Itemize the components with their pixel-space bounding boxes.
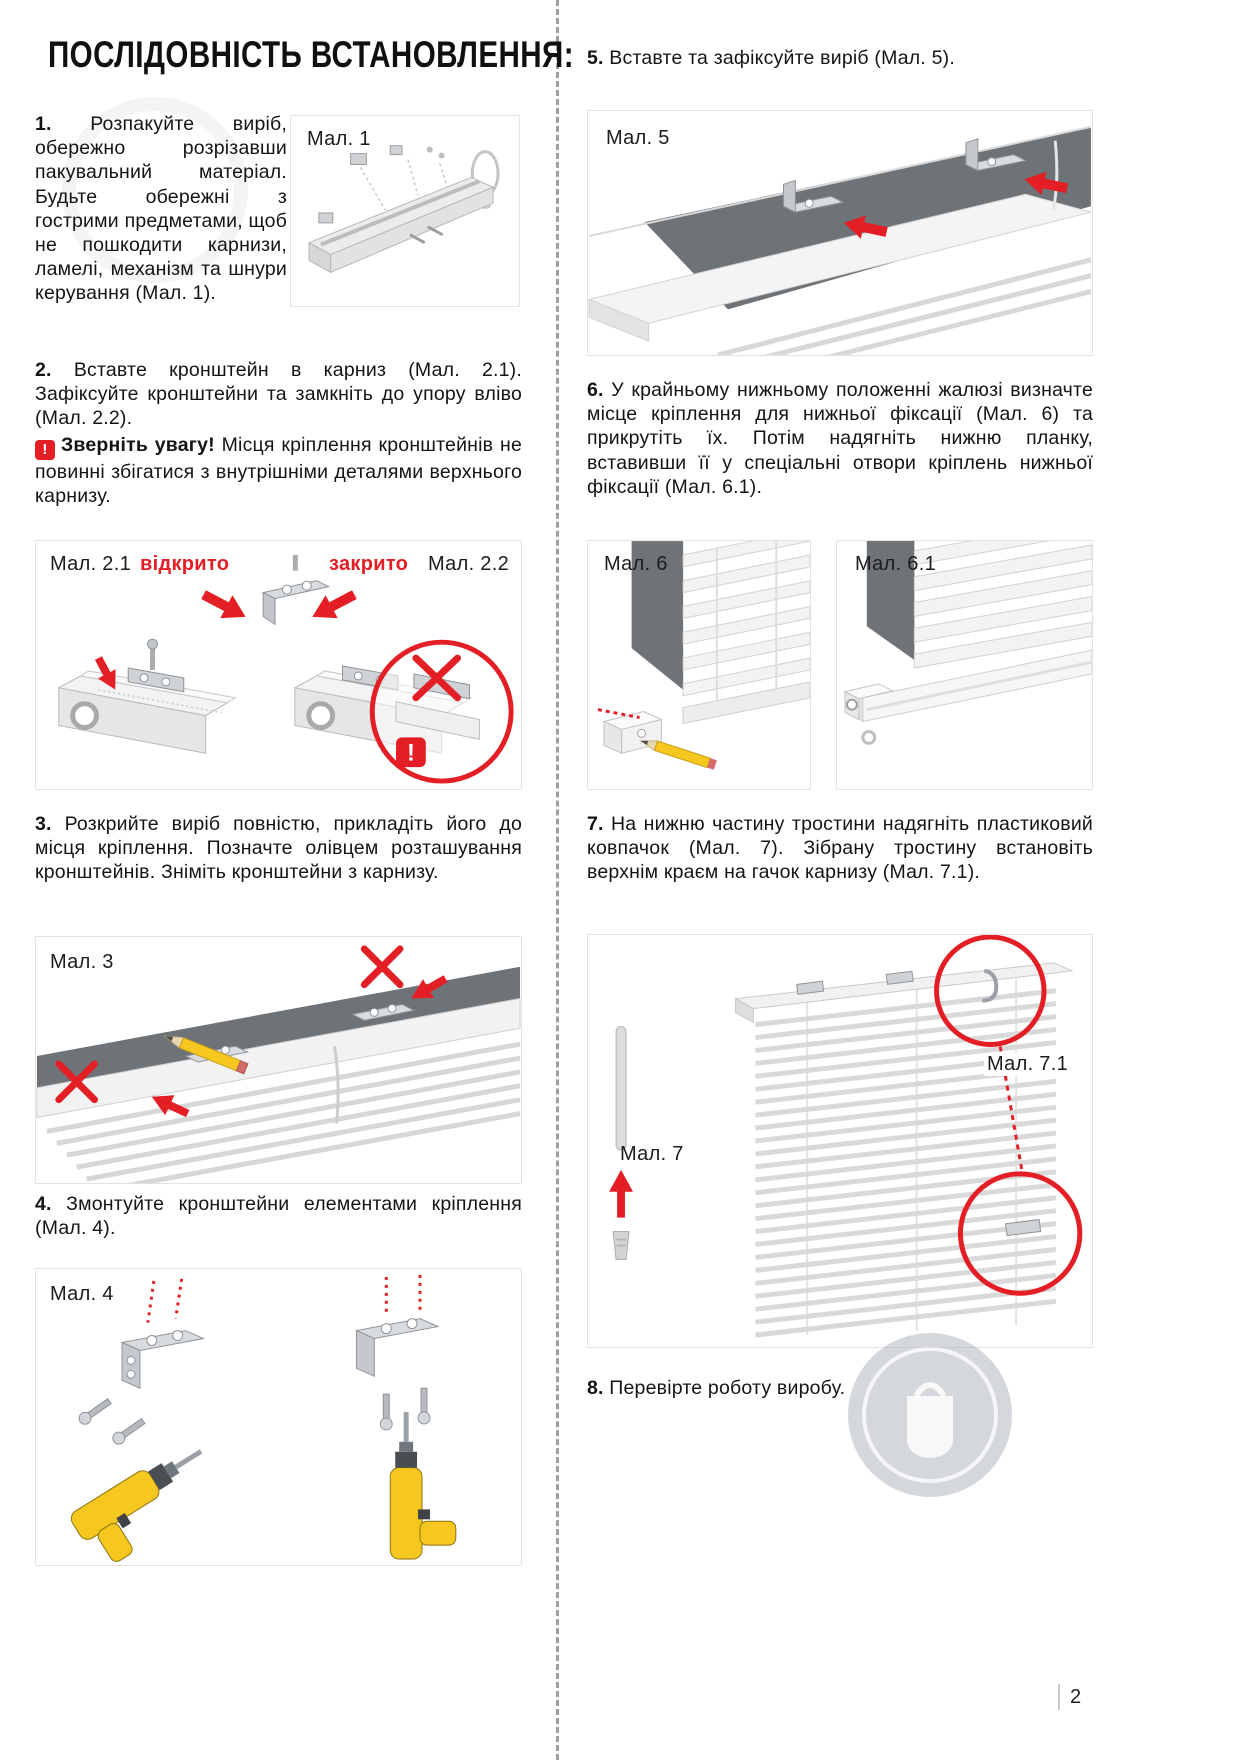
figure-6-1 [836,540,1093,790]
figure-3-label: Мал. 3 [50,951,114,973]
watermark-logo [845,1330,1015,1500]
figure-2-label-right: Мал. 2.2 [428,553,509,575]
figure-7-1-label: Мал. 7.1 [984,1053,1071,1076]
step-5-number: 5. [587,47,604,69]
column-divider [556,0,559,1760]
step-8-number: 8. [587,1377,604,1399]
warning-circle [372,642,511,781]
red-up-arrow [609,1170,633,1218]
step-2-warning [35,433,522,509]
warning-icon: ! [35,440,55,460]
figure-5-label: Мал. 5 [606,127,670,149]
warning-badge [396,737,426,767]
step-6-text: У крайньому нижньому положенні жалюзі визначте місце кріплення для нижньої фіксації (Мал. 6) та прикрутіть їх. Потім надягніть нижню планку, вставивши її у спеціальні отвори кріплень нижньої фіксації (Мал. 6.1). [587,379,1094,498]
bracket-left [122,1331,203,1389]
figure-6-label: Мал. 6 [604,553,668,575]
figure-4 [35,1268,522,1566]
figure-2-open-label: відкрито [140,553,230,575]
step-2-block [35,358,522,508]
red-dashed-guides [148,1275,420,1323]
slats [914,541,1092,668]
screws-left [77,1396,147,1446]
cornice-open [59,639,236,753]
figure-2 [35,540,522,790]
step-1-paragraph [35,112,287,305]
step-4-text: Змонтуйте кронштейни елементами кріплення (Мал. 4). [35,1193,523,1240]
step-8-text: Перевірте роботу виробу. [609,1377,846,1399]
step-3-text: Розкрийте виріб повністю, прикладіть його до місця кріплення. Позначте олівцем розташування кронштейнів. Зніміть кронштейни з карнизу. [35,813,522,884]
figure-7-label: Мал. 7 [620,1143,684,1165]
page-title: ПОСЛІДОВНІСТЬ ВСТАНОВЛЕННЯ: [48,34,574,75]
figure-4-label: Мал. 4 [50,1283,114,1305]
step-4-paragraph [35,1192,522,1240]
warning-text: Місця кріплення кронштейнів не повинні збігатися з внутрішніми деталями верхнього карнизу. [35,433,522,507]
figure-6-1-label: Мал. 6.1 [855,553,936,575]
wand-cap [613,1232,629,1260]
page-number-divider [1058,1684,1060,1710]
step-5-text: Вставте та зафіксуйте виріб (Мал. 5). [609,47,955,69]
wand [616,1027,626,1150]
figure-6-illustration [588,541,810,789]
figure-7-illustration [588,935,1092,1347]
step-5-paragraph [587,46,1093,70]
pencil [639,736,717,770]
step-2-number: 2. [35,359,52,381]
step-6-number: 6. [587,379,604,401]
figure-1 [290,115,520,307]
step-1-number: 1. [35,113,52,135]
step-6-paragraph [587,378,1093,499]
figure-6 [587,540,811,790]
figure-6-1-illustration [837,541,1092,789]
figure-7 [587,934,1093,1348]
step-2-paragraph [35,358,522,431]
step-7-text: На нижню частину тростини надягніть пластиковий ковпачок (Мал. 7). Зібрану тростину встановіть верхнім краєм на гачок карнизу (Мал. 7.1). [587,813,1094,884]
figure-4-illustration [36,1269,521,1565]
figure-2-label-left: Мал. 2.1 [50,553,131,575]
step-2-text: Вставте кронштейн в карниз (Мал. 2.1). Зафіксуйте кронштейни та замкніть до упору вліво (Мал. 2.2). [35,359,522,430]
red-circle-hook [937,937,1044,1044]
figure-2-closed-label: закрито [329,553,409,575]
drill-left [68,1438,227,1565]
step-4-number: 4. [35,1193,52,1215]
page-number [1058,1684,1081,1710]
figure-2-illustration [36,541,521,789]
figure-1-label: Мал. 1 [307,128,371,150]
figure-3 [35,936,522,1184]
figure-5 [587,110,1093,356]
page-number-value: 2 [1070,1685,1082,1708]
svg-text:!: ! [406,739,415,767]
slats [683,541,810,696]
step-3-paragraph [35,812,522,885]
step-7-paragraph [587,812,1093,885]
step-7-number: 7. [587,813,604,835]
step-1-text: Розпакуйте виріб, обережно розрізавши пакувальний матеріал. Будьте обережні з гострими предметами, щоб не пошкодити карнизи, ламелі, механізм та шнури керування (Мал. 1). [35,113,288,305]
warning-label: Зверніть увагу! [61,433,215,456]
bracket-right [356,1319,437,1377]
drill-right [390,1412,456,1559]
step-3-number: 3. [35,813,52,835]
step-8-paragraph [587,1376,1093,1400]
